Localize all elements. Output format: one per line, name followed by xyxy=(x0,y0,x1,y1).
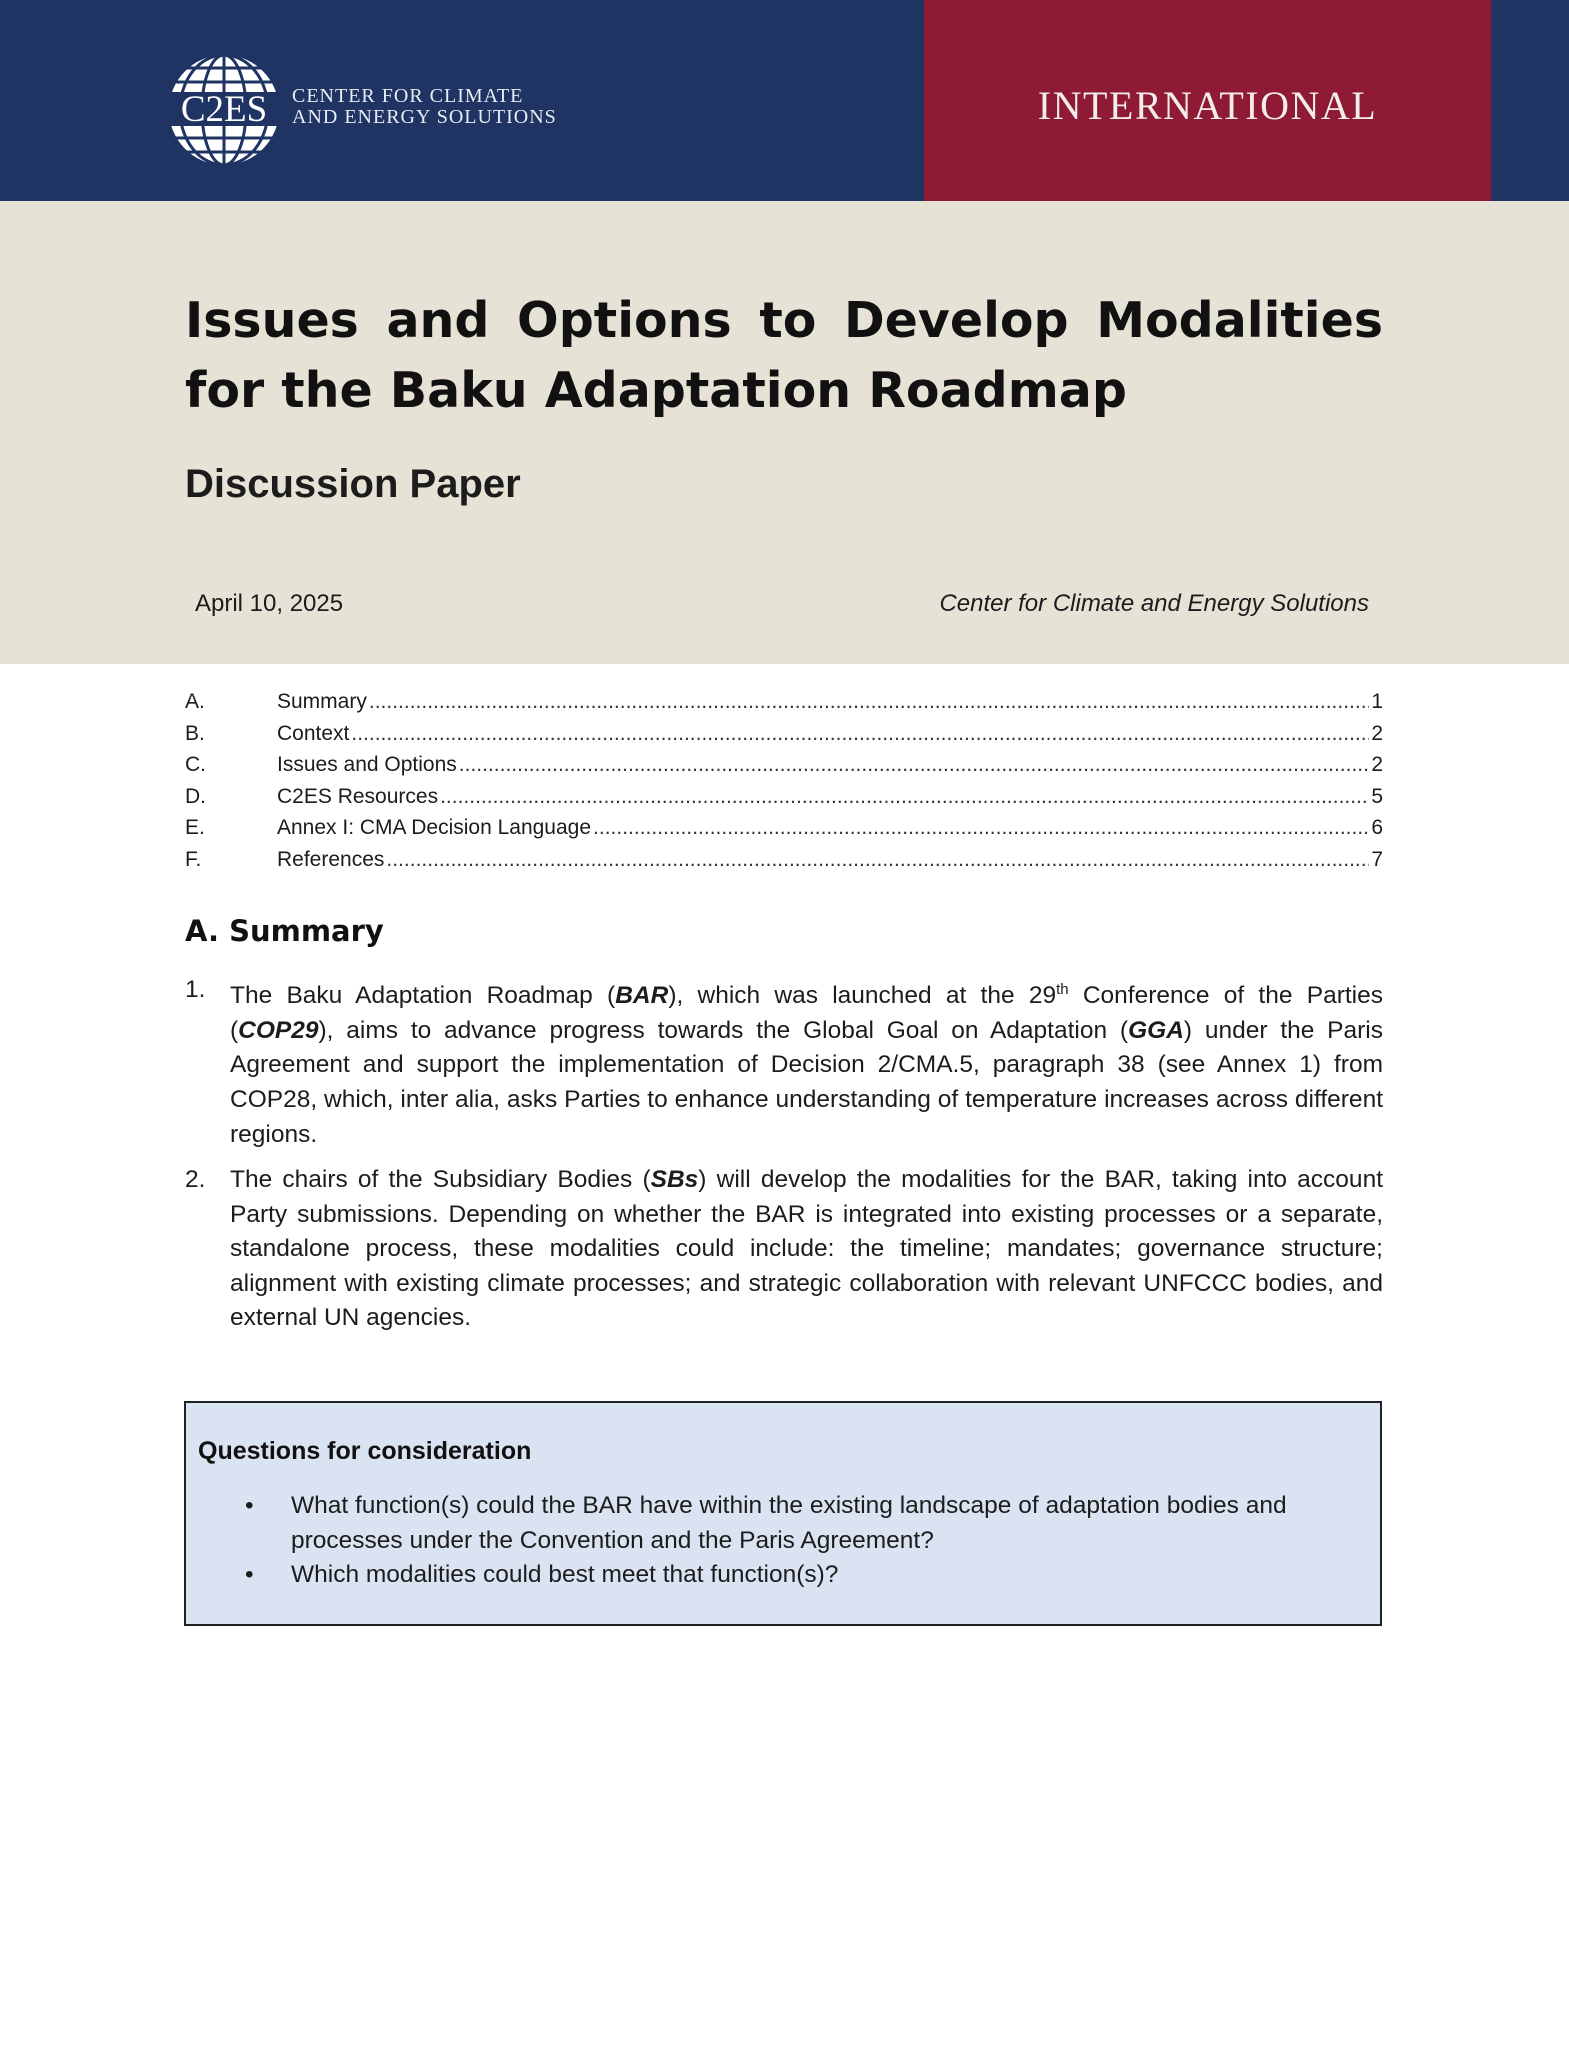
toc-letter: C. xyxy=(185,753,206,777)
toc-leader xyxy=(386,848,1369,872)
text-run: Conference of the Parties ( xyxy=(230,982,1383,1044)
toc-page: 2 xyxy=(1371,721,1383,745)
acronym-gga: GGA xyxy=(1128,1016,1184,1044)
question-text: What function(s) could the BAR have within the existing landscape of adaptation bodies and processes under the Convention and the Paris Agreement? xyxy=(291,1492,1287,1554)
toc-leader xyxy=(351,722,1369,746)
toc-item-annex-i[interactable] xyxy=(185,816,1383,848)
table-of-contents xyxy=(185,690,1383,880)
question-item xyxy=(186,1558,1380,1593)
toc-title: Annex I: CMA Decision Language xyxy=(277,816,592,840)
toc-letter: D. xyxy=(185,784,206,808)
section-label: INTERNATIONAL xyxy=(1037,83,1378,128)
toc-letter: F. xyxy=(185,847,202,871)
summary-paragraph-2 xyxy=(185,1163,1383,1336)
toc-leader xyxy=(369,690,1369,714)
toc-letter: B. xyxy=(185,721,205,745)
acronym-bar: BAR xyxy=(615,982,669,1010)
globe-logo-icon xyxy=(166,52,282,168)
toc-item-c2es-resources[interactable] xyxy=(185,785,1383,817)
toc-leader xyxy=(440,785,1369,809)
toc-item-references[interactable] xyxy=(185,848,1383,880)
paragraph-text xyxy=(230,973,1383,1152)
toc-item-issues-and-options[interactable] xyxy=(185,753,1383,785)
author-organization: Center for Climate and Energy Solutions xyxy=(939,590,1369,617)
toc-item-context[interactable] xyxy=(185,722,1383,754)
logo-mark: C2ES xyxy=(180,89,268,130)
text-run: The chairs of the Subsidiary Bodies ( xyxy=(230,1166,651,1193)
toc-letter: E. xyxy=(185,816,205,840)
acronym-cop29: COP29 xyxy=(238,1016,319,1044)
logo-wordmark xyxy=(292,86,557,128)
text-run: ) under the Paris Agreement and support the implementation of Decision 2/CMA.5, paragraph 38 (see Annex 1) from COP28, which, inter alia, asks Parties to enhance understanding of temperature increases across different regions. xyxy=(230,1016,1384,1148)
toc-title: Issues and Options xyxy=(277,753,457,777)
toc-title: References xyxy=(277,847,385,871)
questions-title: Questions for consideration xyxy=(198,1437,532,1465)
text-run: ), aims to advance progress towards the Global Goal on Adaptation ( xyxy=(318,1016,1129,1044)
text-run: The Baku Adaptation Roadmap ( xyxy=(230,982,616,1010)
bullet-icon: • xyxy=(245,1561,254,1589)
summary-paragraph-1 xyxy=(185,973,1383,1152)
text-run: ) will develop the modalities for the BAR, taking into account Party submissions. Depending on whether the BAR is integrated into existing processes or a separate, standalone process, these modalities could include: the timeline; mandates; governance structure; alignment with existing climate processes; and strategic collaboration with relevant UNFCCC bodies, and external UN agencies. xyxy=(230,1166,1383,1332)
paragraph-text xyxy=(230,1163,1383,1336)
toc-title: Context xyxy=(277,721,350,745)
text-run: ), which was launched at the 29 xyxy=(668,982,1057,1010)
logo-line-2: AND ENERGY SOLUTIONS xyxy=(292,106,557,128)
toc-page: 5 xyxy=(1371,784,1383,808)
page-title: Issues and Options to Develop Modalities for the Baku Adaptation Roadmap xyxy=(185,292,1383,419)
paragraph-number: 2. xyxy=(185,1166,206,1193)
ordinal-suffix: th xyxy=(1056,981,1069,998)
section-label-band xyxy=(924,0,1491,201)
toc-leader xyxy=(459,753,1370,777)
question-text: Which modalities could best meet that function(s)? xyxy=(291,1561,839,1589)
acronym-sbs: SBs xyxy=(650,1166,699,1193)
publication-date: April 10, 2025 xyxy=(195,590,344,617)
toc-page: 7 xyxy=(1371,847,1383,871)
page-subtitle: Discussion Paper xyxy=(185,462,521,506)
paragraph-number: 1. xyxy=(185,976,206,1003)
toc-page: 1 xyxy=(1371,690,1383,713)
questions-list xyxy=(186,1489,1380,1593)
bullet-icon: • xyxy=(245,1492,254,1519)
toc-page: 2 xyxy=(1371,753,1383,777)
toc-letter: A. xyxy=(185,690,205,713)
questions-box xyxy=(184,1401,1382,1626)
toc-title: C2ES Resources xyxy=(277,784,439,808)
logo-line-1: CENTER FOR CLIMATE xyxy=(292,85,524,107)
toc-item-summary[interactable] xyxy=(185,690,1383,722)
question-item xyxy=(186,1489,1380,1558)
toc-title: Summary xyxy=(277,690,367,713)
header-banner xyxy=(0,0,1569,201)
section-heading-summary: A. Summary xyxy=(185,914,384,948)
toc-page: 6 xyxy=(1371,816,1383,840)
toc-leader xyxy=(593,816,1369,840)
